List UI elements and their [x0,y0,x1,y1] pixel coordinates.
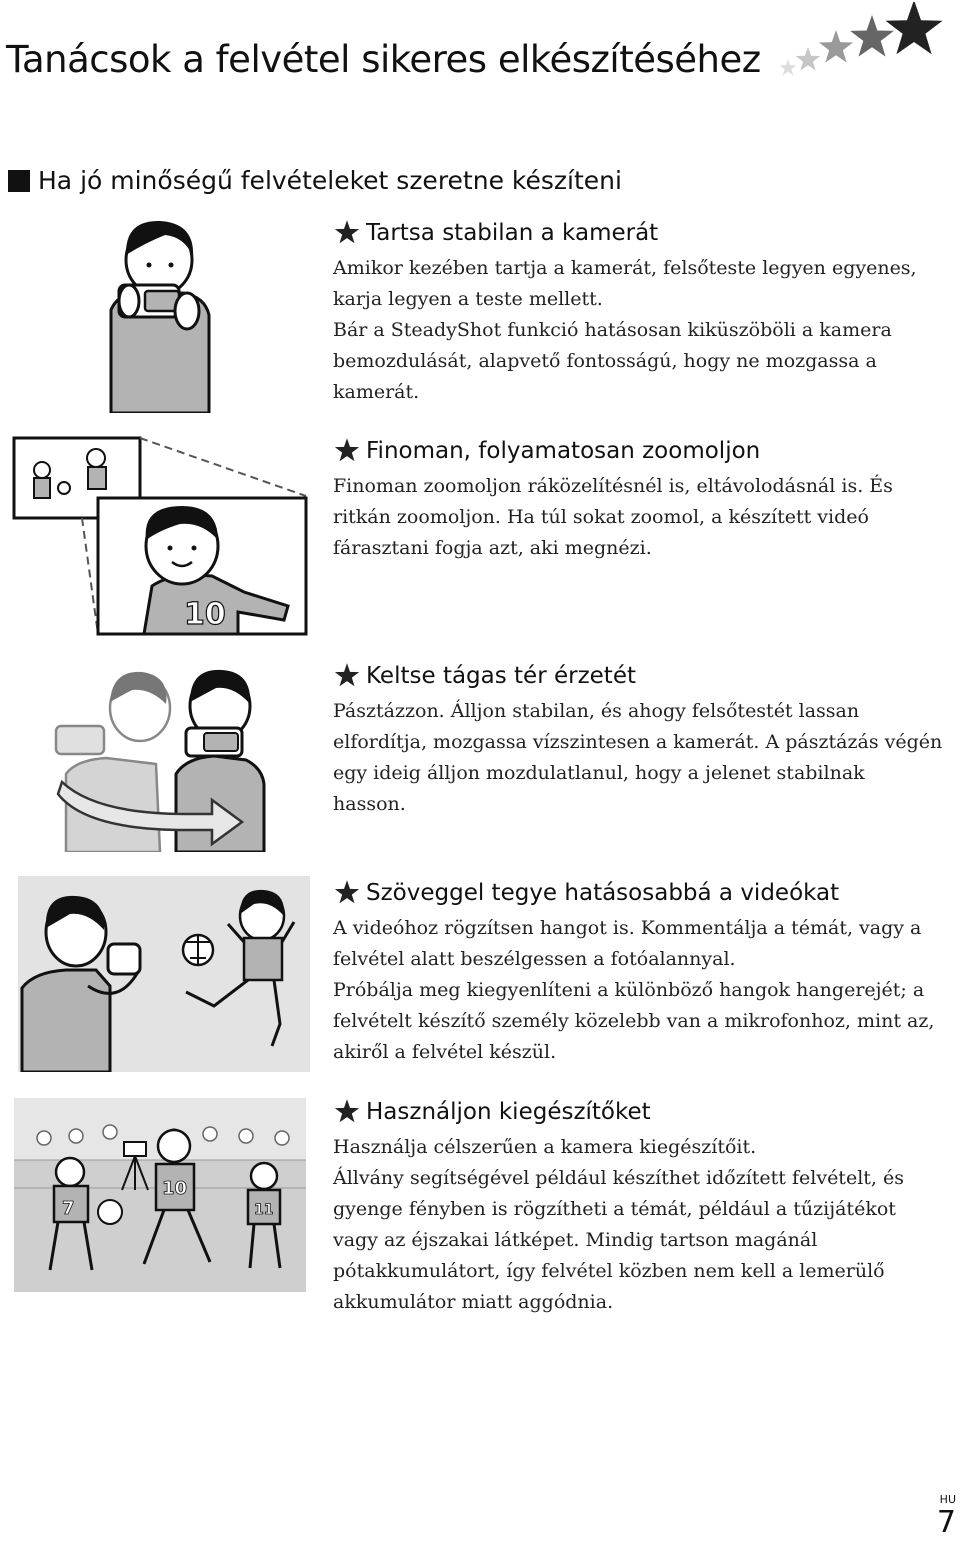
tip-heading [333,437,943,465]
tip-panning [333,662,943,820]
star-bullet-icon [333,1098,361,1126]
tip-heading [333,219,943,247]
team-jersey-number-2: 10 [162,1178,188,1199]
language-code: HU [939,1493,956,1506]
tip-smooth-zoom [333,437,943,564]
tip-narration [333,879,943,1068]
section-heading-text: Ha jó minőségű felvételeket szeretne készíteni [38,166,622,195]
tip-heading-text: Szöveggel tegye hatásosabbá a videókat [366,880,840,906]
star-bullet-icon [333,662,361,690]
square-bullet-icon [8,170,30,192]
illustration-narration [18,876,310,1072]
tip-paragraph: Pásztázzon. Álljon stabilan, és ahogy felsőtestét lassan elfordítja, mozgassa vízszintesen a kamerát. A pásztázás végén egy ideig álljon mozdulatlanul, hogy a jelenet stabilnak hasson. [333,700,943,815]
illustration-zoom [12,436,308,636]
tip-paragraph: Állvány segítségével például készíthet időzített felvételt, és gyenge fényben is rögzítheti a témát, például a tűzijátékot vagy az éjszakai látképet. Mindig tartson magánál pótakkumulátort, így felvétel közben nem kell a lemerülő akkumulátor miatt aggódnia. [333,1167,904,1313]
tip-paragraph: Próbálja meg kiegyenlíteni a különböző hangok hangerejét; a felvételt készítő személy közelebb van a mikrofonhoz, mint az, akiről a felvétel készül. [333,979,935,1063]
page-number-block [937,1494,956,1540]
tip-paragraph: Használja célszerűen a kamera kiegészítőit. [333,1136,757,1158]
star-bullet-icon [333,437,361,465]
tip-heading-text: Keltse tágas tér érzetét [366,663,636,689]
tip-heading [333,1098,943,1126]
illustration-hold-camera [105,215,213,413]
tip-heading-text: Használjon kiegészítőket [366,1099,651,1125]
tip-heading [333,662,943,690]
tip-heading-text: Finoman, folyamatosan zoomoljon [366,438,761,464]
illustration-accessories [14,1098,306,1292]
tip-accessories [333,1098,943,1318]
team-jersey-number-3: 11 [254,1202,274,1218]
star-bullet-icon [333,219,361,247]
tip-paragraph: Bár a SteadyShot funkció hatásosan kiküszöböli a kamera bemozdulását, alapvető fontosságú, hogy ne mozgassa a kamerát. [333,319,892,403]
section-heading [8,166,622,195]
star-bullet-icon [333,879,361,907]
tip-heading [333,879,943,907]
tip-stable-camera [333,219,943,408]
page-title: Tanácsok a felvétel sikeres elkészítéséhez [6,38,761,81]
team-jersey-number-1: 7 [62,1198,75,1219]
tip-paragraph: Amikor kezében tartja a kamerát, felsőteste legyen egyenes, karja legyen a teste mellett. [333,257,917,310]
zoom-jersey-number: 10 [184,597,226,632]
tip-paragraph: Finoman zoomoljon ráközelítésnél is, eltávolodásnál is. És ritkán zoomoljon. Ha túl sokat zoomol, a készített videó fárasztani fogja azt, aki megnézi. [333,475,893,559]
illustration-pan [36,664,266,852]
decorative-stars-icon [778,2,948,82]
page-number: 7 [936,1505,956,1540]
tip-paragraph: A videóhoz rögzítsen hangot is. Kommentálja a témát, vagy a felvétel alatt beszélgessen a fotóalannyal. [333,917,922,970]
tip-heading-text: Tartsa stabilan a kamerát [366,220,659,246]
